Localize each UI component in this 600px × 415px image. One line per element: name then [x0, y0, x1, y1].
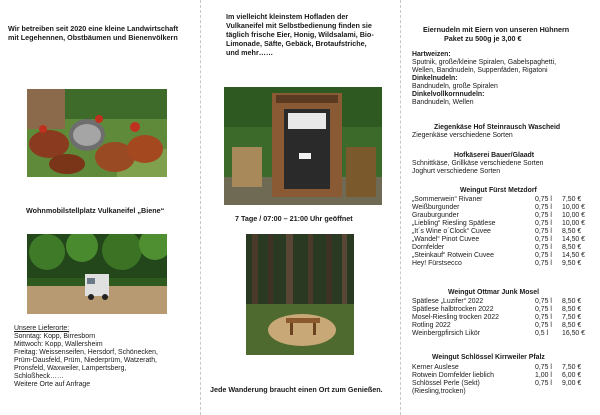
hofkaeserei-line: Joghurt verschiedene Sorten: [412, 168, 501, 175]
shop-intro-line: täglich frische Eier, Honig, Wildsalami, Bio-: [226, 30, 374, 39]
wine-price: 8,50 €: [562, 228, 582, 235]
wine-volume: 0,75 l: [535, 314, 552, 321]
wine-volume: 0,75 l: [535, 260, 552, 267]
wine-price: 7,50 €: [562, 364, 582, 371]
wine-name: „Wandel“ Pinot Cuvee: [412, 236, 480, 243]
forest-bench-photo: [246, 234, 354, 355]
wine2-title: Weingut Ottmar Junk Mosel: [448, 289, 539, 296]
opening-hours: 7 Tage / 07:00 – 21:00 Uhr geöffnet: [235, 214, 353, 223]
hofkaeserei-title: Hofkäserei Bauer/Glaadt: [454, 152, 535, 159]
wine-price: 14,50 €: [562, 236, 585, 243]
wine-price: 8,50 €: [562, 322, 582, 329]
wine-name: Kerner Auslese: [412, 364, 459, 371]
wine-name: Rotwein Dornfelder lieblich: [412, 372, 494, 379]
wine-name: Weinbergpfirsich Likör: [412, 330, 481, 337]
wine-price: 6,00 €: [562, 372, 582, 379]
location-line: Sonntag: Kopp, Birresborn: [14, 333, 96, 340]
right-panel: [400, 0, 600, 415]
wine-name: „Liebling“ Riesling Spätlese: [412, 220, 496, 227]
wine-volume: 0,75 l: [535, 306, 552, 313]
wine-price: 14,50 €: [562, 252, 585, 259]
wine-volume: 0,75 l: [535, 196, 552, 203]
location-line: Schloßheck……: [14, 373, 64, 380]
wine-name: Weißburgunder: [412, 204, 460, 211]
wine-name: „It´s Wine o´Clock“ Cuvee: [412, 228, 491, 235]
wine3-note: (Riesling,trocken): [412, 388, 466, 395]
wine-volume: 0,75 l: [535, 228, 552, 235]
dinkel-line: Bandnudeln, große Spiralen: [412, 83, 498, 90]
chickens-photo: [27, 89, 167, 177]
wine-volume: 0,75 l: [535, 364, 552, 371]
hartweizen-line: Wellen, Bandnudeln, Suppenfäden, Rigatoni: [412, 67, 548, 74]
wine-volume: 0,75 l: [535, 322, 552, 329]
wine-price: 8,50 €: [562, 298, 582, 305]
wine-volume: 0,75 l: [535, 204, 552, 211]
ziegen-line: Ziegenkäse verschiedene Sorten: [412, 132, 513, 139]
farm-shop-hut-photo: [224, 87, 382, 205]
camp-title: Wohnmobilstellplatz Vulkaneifel „Biene“: [26, 206, 165, 215]
wine-price: 7,50 €: [562, 196, 582, 203]
dinkel-title: Dinkelnudeln:: [412, 75, 458, 82]
wine1-title: Weingut Fürst Metzdorf: [460, 187, 537, 194]
wine-name: Mosel-Riesling trocken 2022: [412, 314, 499, 321]
wine-volume: 0,75 l: [535, 220, 552, 227]
shop-intro-line: Im vielleicht kleinstem Hofladen der: [226, 12, 349, 21]
intro-line-1: Wir betreiben seit 2020 eine kleine Landwirtschaft: [8, 24, 179, 33]
intro-line-2: mit Legehennen, Obstbäumen und Bienenvölkern: [8, 33, 178, 42]
location-line: Prüm-Dausfeld, Prüm, Niederprüm, Watzerath,: [14, 357, 157, 364]
wine-name: Hey! Fürstsecco: [412, 260, 462, 267]
dinkelvoll-line: Bandnudeln, Wellen: [412, 99, 474, 106]
wine-price: 9,50 €: [562, 260, 582, 267]
dinkelvoll-title: Dinkelvollkornnudeln:: [412, 91, 485, 98]
location-line: Freitag: Weissenseifen, Hersdorf, Schönecken,: [14, 349, 158, 356]
wine-price: 10,00 €: [562, 220, 585, 227]
hartweizen-title: Hartweizen:: [412, 51, 451, 58]
wine-volume: 0,75 l: [535, 252, 552, 259]
wine-price: 9,00 €: [562, 380, 582, 387]
middle-panel: [200, 0, 400, 415]
shop-intro-line: Vulkaneifel mit Selbstbedienung finden sie: [226, 21, 372, 30]
wine-volume: 0,75 l: [535, 298, 552, 305]
shop-intro-line: und mehr……: [226, 48, 274, 57]
wine-name: Dornfelder: [412, 244, 445, 251]
left-panel: [0, 0, 200, 415]
location-line: Mittwoch: Kopp, Wallersheim: [14, 341, 103, 348]
wine-name: Grauburgunder: [412, 212, 459, 219]
footer-slogan: Jede Wanderung braucht einen Ort zum Genießen.: [210, 385, 383, 394]
wine-price: 8,50 €: [562, 244, 582, 251]
wine-volume: 1,00 l: [535, 372, 552, 379]
eggnoodles-line-2: Paket zu 500g je 3,00 €: [444, 34, 522, 43]
wine-price: 10,00 €: [562, 212, 585, 219]
ziegen-title: Ziegenkäse Hof Steinrausch Wascheid: [434, 124, 561, 131]
motorhome-forest-photo: [27, 234, 167, 314]
wine-name: Schlössel Perle (Sekt): [412, 380, 480, 387]
locations-title: Unsere Lieferorte:: [14, 325, 70, 332]
wine-name: „Sommerwein“ Rivaner: [412, 196, 483, 203]
wine-name: Spätlese „Luzifer“ 2022: [412, 298, 484, 305]
wine-name: „Steinkauf“ Rotwein Cuvee: [412, 252, 494, 259]
wine-price: 10,00 €: [562, 204, 585, 211]
wine3-title: Weingut Schlössel Kirrweiler Pfalz: [432, 354, 545, 361]
eggnoodles-line-1: Eiernudeln mit Eiern von unseren Hühnern: [423, 25, 570, 34]
wine-volume: 0,75 l: [535, 244, 552, 251]
location-line: Weitere Orte auf Anfrage: [14, 381, 91, 388]
hofkaeserei-line: Schnittkäse, Grillkäse verschiedene Sorten: [412, 160, 544, 167]
wine-volume: 0,75 l: [535, 236, 552, 243]
hartweizen-line: Sputnik, große/kleine Spiralen, Gabelspaghetti,: [412, 59, 557, 66]
wine-price: 16,50 €: [562, 330, 585, 337]
wine-price: 8,50 €: [562, 306, 582, 313]
wine-price: 7,50 €: [562, 314, 582, 321]
location-line: Pronsfeld, Waxweiler, Lampertsberg,: [14, 365, 127, 372]
wine-volume: 0,75 l: [535, 380, 552, 387]
wine-volume: 0,75 l: [535, 212, 552, 219]
shop-intro-line: Limonade, Säfte, Gebäck, Brotaufstriche,: [226, 39, 367, 48]
wine-name: Spätlese halbtrocken 2022: [412, 306, 494, 313]
wine-volume: 0,5 l: [535, 330, 549, 337]
wine-name: Rotling 2022: [412, 322, 451, 329]
